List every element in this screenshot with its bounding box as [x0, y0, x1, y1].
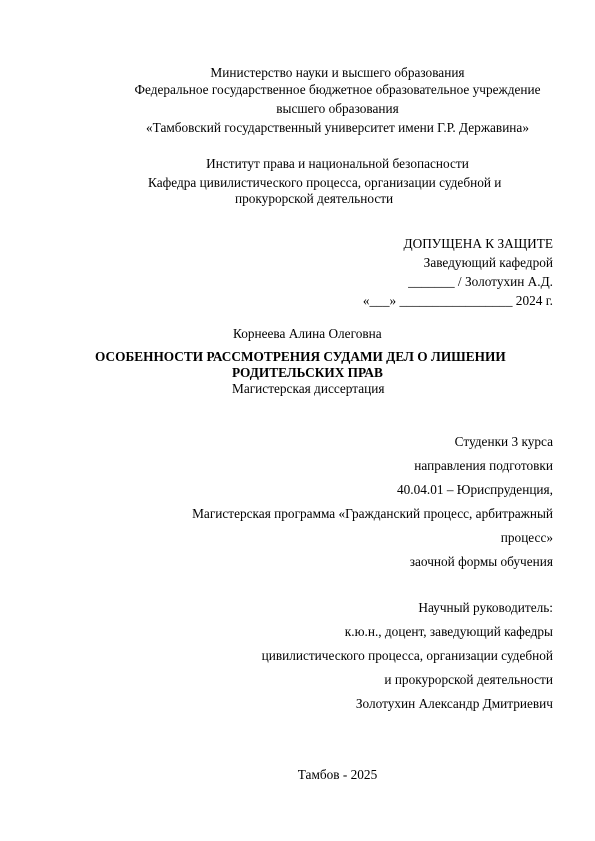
supervisor-block: [133, 596, 553, 716]
approval-date: «___» _________________ 2024 г.: [362, 293, 553, 308]
student-program-line-1: Магистерская программа «Гражданский процесс, арбитражный: [192, 506, 553, 521]
university-line: «Тамбовский государственный университет имени Г.Р. Державина»: [146, 120, 529, 135]
department-block: [148, 175, 548, 207]
student-block: [133, 430, 553, 574]
institution-line-1: Федеральное государственное бюджетное образовательное учреждение: [134, 82, 541, 97]
institution-block: [0, 82, 595, 136]
supervisor-degree: к.ю.н., доцент, заведующий кафедры: [344, 624, 553, 639]
header-block: [0, 65, 595, 81]
supervisor-dept-line-1: цивилистического процесса, организации судебной: [261, 648, 553, 663]
supervisor-dept-line-2: и прокурорской деятельности: [384, 672, 553, 687]
author-name: Корнеева Алина Олеговна: [233, 326, 382, 341]
student-form: заочной формы обучения: [409, 554, 553, 569]
department-line-2: прокурорской деятельности: [235, 191, 394, 206]
approval-block: [253, 236, 553, 309]
author-block: [233, 326, 382, 342]
approval-title: ДОПУЩЕНА К ЗАЩИТЕ: [403, 236, 553, 251]
institution-line-2: высшего образования: [276, 101, 399, 116]
approval-role: Заведующий кафедрой: [423, 255, 553, 270]
thesis-block: [95, 349, 565, 397]
institute-block: [0, 156, 595, 172]
institute-line: Институт права и национальной безопасности: [206, 156, 469, 171]
ministry-line: Министерство науки и высшего образования: [210, 65, 465, 80]
student-code: 40.04.01 – Юриспруденция,: [396, 482, 553, 497]
thesis-type: Магистерская диссертация: [232, 381, 385, 396]
student-direction: направления подготовки: [414, 458, 553, 473]
thesis-title-line-1: ОСОБЕННОСТИ РАССМОТРЕНИЯ СУДАМИ ДЕЛ О ЛИШЕНИИ: [95, 349, 506, 364]
student-program-line-2: процесс»: [500, 530, 553, 545]
approval-signature: _______ / Золотухин А.Д.: [408, 274, 553, 289]
student-course: Студенки 3 курса: [454, 434, 553, 449]
thesis-title-line-2: РОДИТЕЛЬСКИХ ПРАВ: [232, 365, 383, 380]
footer-city-year: Тамбов - 2025: [297, 767, 378, 782]
footer-block: [0, 767, 595, 783]
supervisor-label: Научный руководитель:: [418, 600, 553, 615]
supervisor-name: Золотухин Александр Дмитриевич: [355, 696, 553, 711]
department-line-1: Кафедра цивилистического процесса, организации судебной и: [148, 175, 502, 190]
